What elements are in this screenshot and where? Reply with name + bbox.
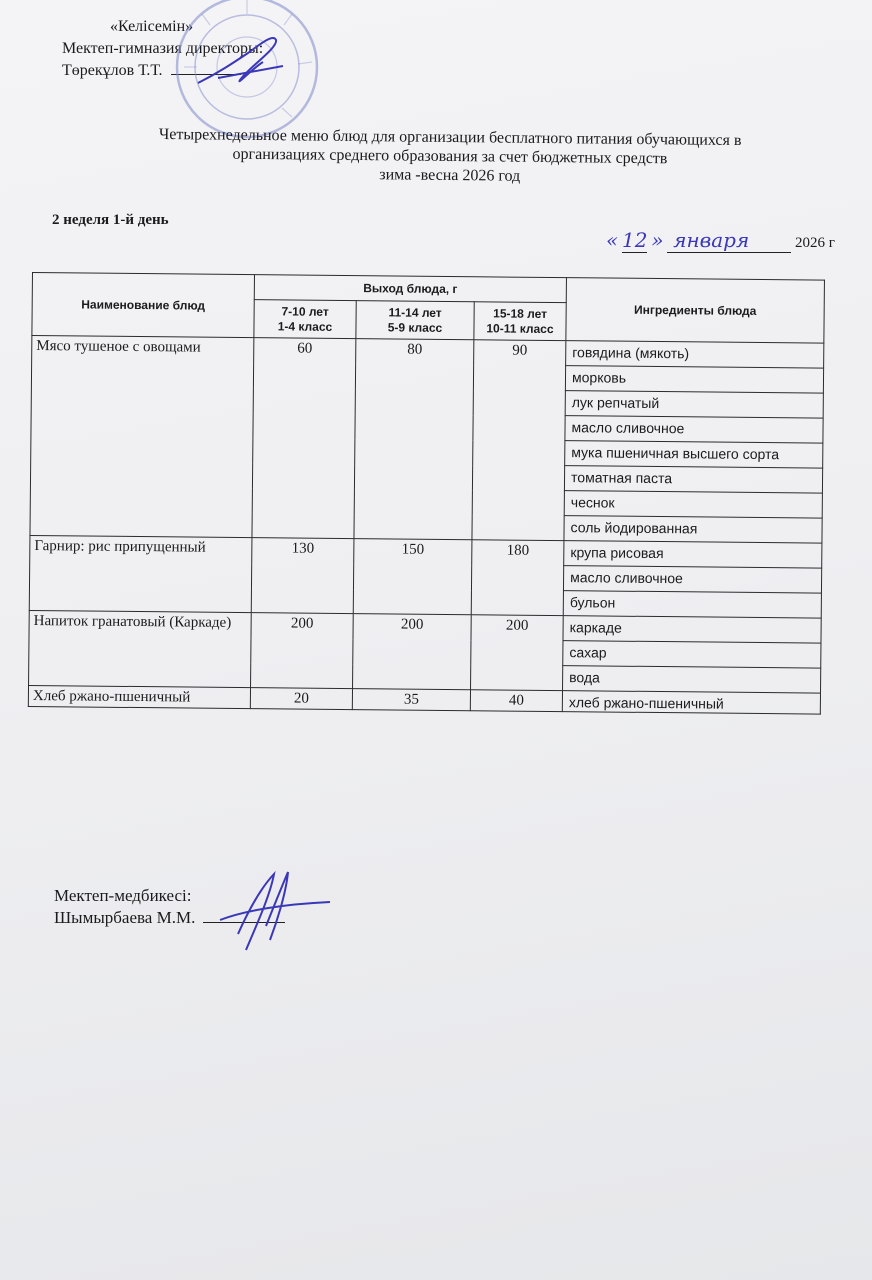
ingredient: масло сливочное <box>565 416 823 443</box>
table-header-row <box>32 273 824 306</box>
ingredient: соль йодированная <box>564 516 822 543</box>
portion-7-10: 60 <box>252 338 356 539</box>
title-line-2: организациях среднего образования за счет бюджетных средств <box>232 145 668 168</box>
ingredient: сахар <box>563 641 821 668</box>
date-year: 2026 г <box>794 235 835 251</box>
header-dish: Наименование блюд <box>32 273 255 338</box>
portion-11-14: 150 <box>353 539 472 615</box>
document-date <box>606 228 835 253</box>
dish-name: Гарнир: рис припущенный <box>29 535 252 612</box>
director-position: Мектеп-гимназия директоры: <box>62 40 264 57</box>
title-line-3: зима -весна 2026 год <box>379 166 521 185</box>
medic-name: Шымырбаева М.М. <box>54 908 196 927</box>
director-signature <box>178 28 298 98</box>
director-name: Төрекұлов Т.Т. <box>62 62 163 79</box>
medic-signature <box>216 866 336 956</box>
title-line-1: Четырехнедельное меню блюд для организации бесплатного питания обучающихся в <box>158 125 742 150</box>
ingredient: мука пшеничная высшего сорта <box>565 441 823 468</box>
ingredient: масло сливочное <box>563 566 821 593</box>
portion-7-10: 200 <box>251 613 354 689</box>
portion-7-10: 20 <box>250 688 352 710</box>
ingredient: хлеб ржано-пшеничный <box>562 691 820 714</box>
ingredient: крупа рисовая <box>564 541 822 568</box>
header-ingredients: Ингредиенты блюда <box>566 278 825 343</box>
ingredient: бульон <box>563 591 821 618</box>
ingredient: морковь <box>565 366 823 393</box>
dish-name: Напиток гранатовый (Каркаде) <box>29 610 252 687</box>
ingredient: лук репчатый <box>565 391 823 418</box>
menu-table-wrapper <box>28 272 854 715</box>
portion-15-18: 90 <box>472 340 566 541</box>
portion-15-18: 200 <box>471 615 564 691</box>
ingredient: говядина (мякоть) <box>566 341 824 368</box>
approval-caption: «Келісемін» <box>110 18 194 35</box>
header-output: Выход блюда, г <box>254 275 566 303</box>
header-age-11-14: 11-14 лет 5-9 класс <box>356 301 474 340</box>
document-title <box>60 124 841 189</box>
header-age-7-10: 7-10 лет 1-4 класс <box>254 300 356 339</box>
dish-name: Хлеб ржано-пшеничный <box>28 685 250 708</box>
portion-11-14: 80 <box>354 339 474 540</box>
menu-table <box>28 272 825 715</box>
date-close-quote: » <box>651 228 664 252</box>
date-month: января <box>667 228 791 253</box>
portion-15-18: 180 <box>471 540 564 616</box>
date-open-quote: « <box>606 228 619 252</box>
ingredient: чеснок <box>564 491 822 518</box>
portion-11-14: 200 <box>353 614 472 690</box>
ingredient: каркаде <box>563 616 821 643</box>
portion-15-18: 40 <box>470 690 562 712</box>
header-age-15-18: 15-18 лет 10-11 класс <box>474 302 566 341</box>
week-day-label: 2 неделя 1-й день <box>52 212 169 228</box>
dish-name: Мясо тушеное с овощами <box>30 336 254 538</box>
ingredient: томатная паста <box>564 466 822 493</box>
ingredient: вода <box>563 666 821 693</box>
medic-position: Мектеп-медбикесі: <box>54 886 192 905</box>
portion-7-10: 130 <box>251 538 354 614</box>
date-day: 12 <box>622 228 648 252</box>
portion-11-14: 35 <box>352 689 470 711</box>
